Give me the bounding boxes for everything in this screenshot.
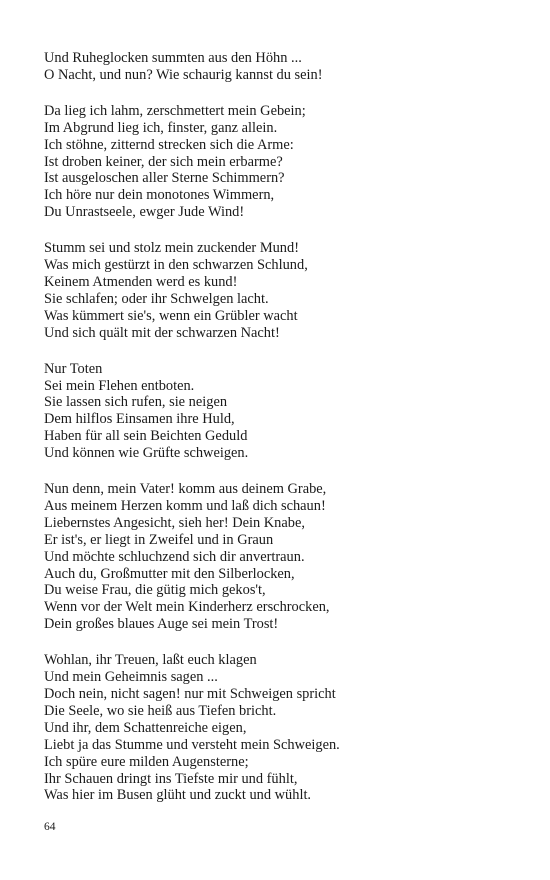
poem-line: Ist ausgeloschen aller Sterne Schimmern?: [44, 170, 285, 187]
stanza: [44, 50, 514, 84]
poem-line: Doch nein, nicht sagen! nur mit Schweigen spricht: [44, 686, 336, 702]
stanza: [44, 652, 514, 804]
poem-line: Er ist's, er liegt in Zweifel und in Graun: [44, 531, 274, 548]
poem-line: Liebt ja das Stumme und versteht mein Schweigen.: [44, 736, 340, 753]
poem-line: Nur Toten: [44, 360, 103, 377]
stanza: [44, 240, 514, 341]
poem-line: Und möchte schluchzend sich dir anvertraun.: [44, 548, 305, 565]
poem-line: Was mich gestürzt in den schwarzen Schlund,: [44, 257, 308, 274]
poem-line: Was hier im Busen glüht und zuckt und wühlt.: [44, 787, 312, 804]
poem-line: Ist droben keiner, der sich mein erbarme?: [44, 153, 283, 170]
poem-line: Die Seele, wo sie heiß aus Tiefen bricht.: [44, 702, 277, 719]
poem-line: Und sich quält mit der schwarzen Nacht!: [44, 324, 280, 341]
poem-line: Sie schlafen; oder ihr Schwelgen lacht.: [44, 290, 269, 307]
poem-line: Du weise Frau, die gütig mich gekos't,: [44, 582, 266, 599]
stanza: [44, 103, 514, 221]
poem-line: Sie lassen sich rufen, sie neigen: [44, 394, 228, 411]
page-number: 64: [44, 821, 56, 833]
poem-line: Im Abgrund lieg ich, finster, ganz allein.: [44, 119, 278, 136]
poem-line: Ihr Schauen dringt ins Tiefste mir und fühlt,: [44, 770, 298, 787]
poem-line: Was kümmert sie's, wenn ein Grübler wacht: [44, 307, 298, 324]
poem-line: Und mein Geheimnis sagen ...: [44, 669, 218, 686]
stanza: [44, 481, 514, 633]
poem-line: Haben für all sein Beichten Geduld: [44, 428, 248, 445]
poem-line: Keinem Atmenden werd es kund!: [44, 273, 238, 290]
poem-line: Du Unrastseele, ewger Jude Wind!: [44, 204, 245, 221]
poem-line: Wohlan, ihr Treuen, laßt euch klagen: [44, 652, 257, 669]
poem-line: Liebernstes Angesicht, sieh her! Dein Knabe,: [44, 514, 305, 531]
poem-line: Und können wie Grüfte schweigen.: [44, 445, 249, 462]
poem-text: [44, 50, 514, 823]
stanza: [44, 361, 514, 462]
poem-line: Ich höre nur dein monotones Wimmern,: [44, 187, 275, 204]
poem-line: Da lieg ich lahm, zerschmettert mein Gebein;: [44, 102, 306, 119]
poem-line: Stumm sei und stolz mein zuckender Mund!: [44, 240, 299, 257]
poem-line: Nun denn, mein Vater! komm aus deinem Grabe,: [44, 481, 327, 498]
poem-line: O Nacht, und nun? Wie schaurig kannst du sein!: [44, 66, 323, 83]
poem-line: Dein großes blaues Auge sei mein Trost!: [44, 616, 279, 633]
poem-line: Sei mein Flehen entboten.: [44, 377, 195, 394]
poem-line: Und Ruheglocken summten aus den Höhn ...: [44, 50, 302, 66]
poem-line: Dem hilflos Einsamen ihre Huld,: [44, 411, 235, 428]
poem-line: Auch du, Großmutter mit den Silberlocken,: [44, 565, 295, 582]
poem-line: Ich spüre eure milden Augensterne;: [44, 753, 249, 770]
poem-line: Und ihr, dem Schattenreiche eigen,: [44, 719, 247, 736]
poem-line: Aus meinem Herzen komm und laß dich schaun!: [44, 497, 326, 514]
poem-line: Ich stöhne, zitternd strecken sich die Arme:: [44, 136, 294, 153]
poem-line: Wenn vor der Welt mein Kinderherz erschrocken,: [44, 599, 330, 616]
